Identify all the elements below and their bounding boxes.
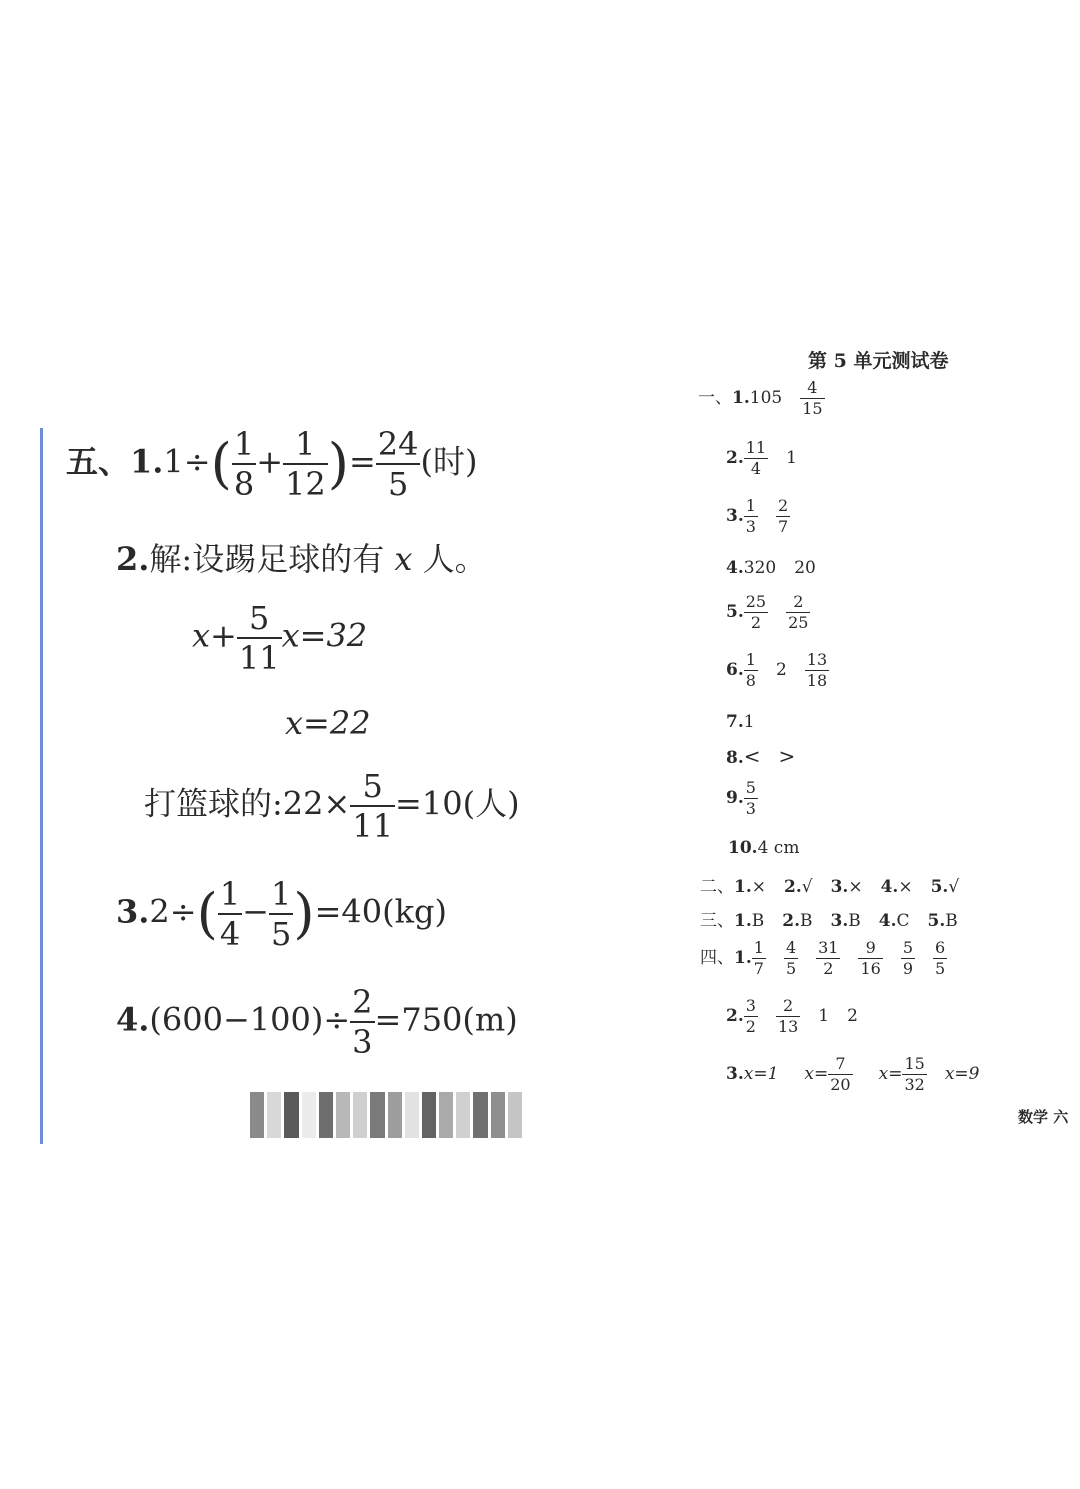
left-q2-intro: 2.解:设踢足球的有 x 人。	[116, 540, 487, 578]
answer-title: 第 5 单元测试卷	[808, 350, 949, 372]
page-footer: 数学 六	[1018, 1108, 1069, 1126]
left-q3: 3.2÷( $\frac{1}{4}$ − $\frac{1}{5}$ )=40(kg)	[116, 875, 447, 953]
r-s1-i2: 2. $\frac{11}{4}$ 1	[726, 438, 797, 478]
r-s3: 三、1.B 2.B 3.B 4.C 5.B	[700, 911, 958, 931]
r-s1-i8: 8.< >	[726, 744, 796, 768]
pixelated-heading	[250, 1092, 522, 1138]
r-s1-i3: 3. $\frac{1}{3}$ $\frac{2}{7}$	[726, 496, 789, 536]
fraction: $\frac{1}{4}$	[219, 875, 241, 953]
r-s1-i7: 7.1	[726, 712, 755, 732]
r-s4-i1: 四、1. $\frac{1}{7}$ $\frac{4}{5}$ $\frac{31}{2}$ $\frac{9}{16}$ $\frac{5}{9}$ $\frac{6}{5}$	[700, 938, 946, 978]
r-s1-i1: 一、1.105 $\frac{4}{15}$	[698, 378, 823, 418]
r-s1-i4: 4.320 20	[726, 558, 816, 578]
r-s1-i9: 9. $\frac{5}{3}$	[726, 778, 756, 818]
fraction: $\frac{1}{12}$	[285, 425, 326, 503]
left-q2-eq3: 打篮球的:22× $\frac{5}{11}$ =10(人)	[144, 767, 520, 845]
fraction: $\frac{1}{5}$	[270, 875, 292, 953]
r-s4-i3: 3.x=1 x= $\frac{7}{20}$ x= $\frac{15}{32}$ x=9	[726, 1054, 980, 1094]
fraction: $\frac{1}{8}$	[233, 425, 255, 503]
margin-line	[40, 428, 43, 1144]
fraction: $\frac{5}{11}$	[352, 767, 394, 845]
r-s1-i6: 6. $\frac{1}{8}$ 2 $\frac{13}{18}$	[726, 650, 828, 690]
left-q1: 五、1.1÷( $\frac{1}{8}$ + $\frac{1}{12}$ )= $\frac{24}{5}$ (时)	[66, 425, 478, 503]
left-q2-eq2: x=22	[285, 704, 371, 742]
left-q4: 4.(600−100)÷ $\frac{2}{3}$ =750(m)	[116, 983, 518, 1061]
r-s4-i2: 2. $\frac{3}{2}$ $\frac{2}{13}$ 1 2	[726, 996, 858, 1036]
r-s2: 二、1.× 2.√ 3.× 4.× 5.√	[700, 877, 960, 897]
fraction: $\frac{2}{3}$	[352, 983, 373, 1061]
left-q2-eq1: x+ $\frac{5}{11}$ x=32	[192, 599, 368, 677]
fraction: $\frac{24}{5}$	[377, 425, 419, 503]
section-label: 五、	[66, 442, 131, 481]
fraction: $\frac{5}{11}$	[238, 599, 280, 677]
r-s1-i5: 5. $\frac{25}{2}$ $\frac{2}{25}$	[726, 592, 809, 632]
r-s1-i10: 10.4 cm	[728, 838, 800, 858]
